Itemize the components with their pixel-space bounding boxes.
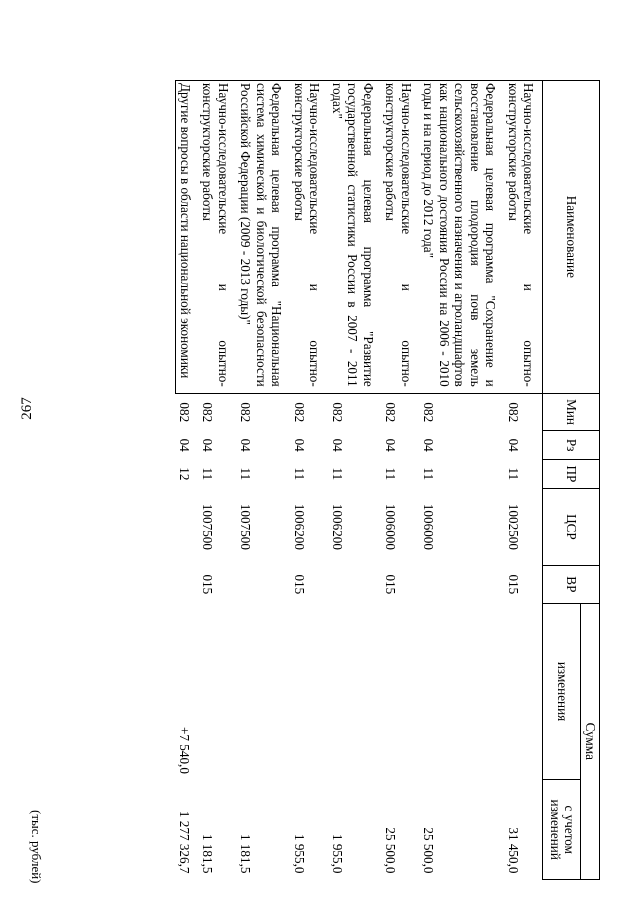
row-csr: 1007500: [200, 503, 216, 550]
units-label: (тыс. рублей): [29, 810, 44, 884]
row-rz: 04: [330, 438, 345, 452]
row-rz: 04: [421, 438, 437, 452]
table-row: [505, 81, 544, 880]
row-total: 1 181,5: [200, 833, 216, 874]
table-row: [237, 81, 291, 880]
header-vr: ВР: [543, 566, 600, 604]
row-changes: [237, 603, 291, 780]
row-vr: 015: [200, 574, 216, 595]
row-csr: 1006200: [330, 503, 345, 550]
row-rz: 04: [238, 438, 254, 452]
table-row: [420, 81, 505, 880]
row-pr: 11: [330, 467, 345, 481]
row-min: 082: [421, 402, 437, 423]
row-min: 082: [177, 402, 193, 423]
budget-table: [176, 80, 601, 880]
row-total: 31 450,0: [506, 827, 521, 874]
table-row: [329, 81, 383, 880]
row-name: Федеральная целевая программа "Сохранение и восстановление плодородия почв земель сельскохозяйственного назначения и агроландшафтов как национального достояния России на 2006 - 2010 годы и на период до 2012 года": [420, 81, 505, 394]
row-changes: +7 540,0: [177, 726, 193, 774]
row-vr: [176, 566, 199, 604]
row-min: 082: [200, 402, 216, 423]
header-min: Мин: [543, 393, 600, 431]
row-total: 25 500,0: [421, 827, 437, 874]
row-total: 1 955,0: [330, 833, 345, 874]
row-name: Федеральная целевая программа "Развитие государственной статистики России в 2007 - 2011 годах": [329, 81, 383, 394]
row-rz: 04: [177, 438, 193, 452]
row-rz: 04: [383, 438, 399, 452]
header-pr: ПР: [543, 460, 600, 489]
row-name: Научно-исследовательские и опытно-конструкторские работы: [199, 81, 237, 394]
row-pr: 11: [292, 467, 307, 481]
row-vr: 015: [383, 574, 399, 595]
row-total: 1 277 326,7: [177, 810, 193, 874]
row-name: Научно-исследовательские и опытно-конструкторские работы: [291, 81, 329, 394]
row-vr: 015: [292, 574, 307, 595]
row-vr: [329, 566, 383, 604]
row-changes: [291, 603, 329, 780]
row-name: Научно-исследовательские и опытно-конструкторские работы: [505, 81, 544, 394]
row-pr: 11: [238, 467, 254, 481]
row-changes: [420, 603, 505, 780]
header-sum: Сумма: [581, 603, 600, 879]
row-rz: 04: [506, 438, 521, 452]
row-min: 082: [506, 402, 521, 423]
row-vr: [420, 566, 505, 604]
row-min: 082: [292, 402, 307, 423]
row-pr: 11: [200, 467, 216, 481]
row-pr: 11: [506, 467, 521, 481]
row-csr: [176, 488, 199, 565]
header-name: Наименование: [543, 81, 600, 394]
row-rz: 04: [292, 438, 307, 452]
header-with-changes: с учетом изменений: [543, 780, 581, 880]
row-changes: [382, 603, 420, 780]
row-min: 082: [383, 402, 399, 423]
row-total: 1 181,5: [238, 833, 254, 874]
row-pr: 11: [383, 467, 399, 481]
row-csr: 1006000: [421, 503, 437, 550]
row-csr: 1007500: [238, 503, 254, 550]
row-total: 25 500,0: [383, 827, 399, 874]
row-changes: [329, 603, 383, 780]
table-row: [382, 81, 420, 880]
table-row: [291, 81, 329, 880]
row-min: 082: [330, 402, 345, 423]
row-min: 082: [238, 402, 254, 423]
row-csr: 1006200: [292, 503, 307, 550]
row-name: Научно-исследовательские и опытно-конструкторские работы: [382, 81, 420, 394]
row-csr: 1006000: [383, 503, 399, 550]
header-changes: изменения: [543, 603, 581, 780]
row-rz: 04: [200, 438, 216, 452]
page-number: 267: [18, 397, 35, 420]
row-changes: [199, 603, 237, 780]
table-row: [199, 81, 237, 880]
row-changes: [505, 603, 544, 780]
header-rz: Рз: [543, 431, 600, 460]
row-csr: 1002500: [506, 503, 521, 550]
rotated-page: [20, 10, 640, 890]
row-name: Федеральная целевая программа "Национальная система химической и биологической безопасности Российской Федерации (2009 - 2013 годы)": [237, 81, 291, 394]
row-total: 1 955,0: [292, 833, 307, 874]
header-csr: ЦСР: [543, 488, 600, 565]
row-name: Другие вопросы в области национальной экономики: [176, 81, 199, 394]
row-vr: 015: [506, 574, 521, 595]
table-row: [176, 81, 199, 880]
row-pr: 12: [177, 467, 193, 481]
row-vr: [237, 566, 291, 604]
row-pr: 11: [421, 467, 437, 481]
